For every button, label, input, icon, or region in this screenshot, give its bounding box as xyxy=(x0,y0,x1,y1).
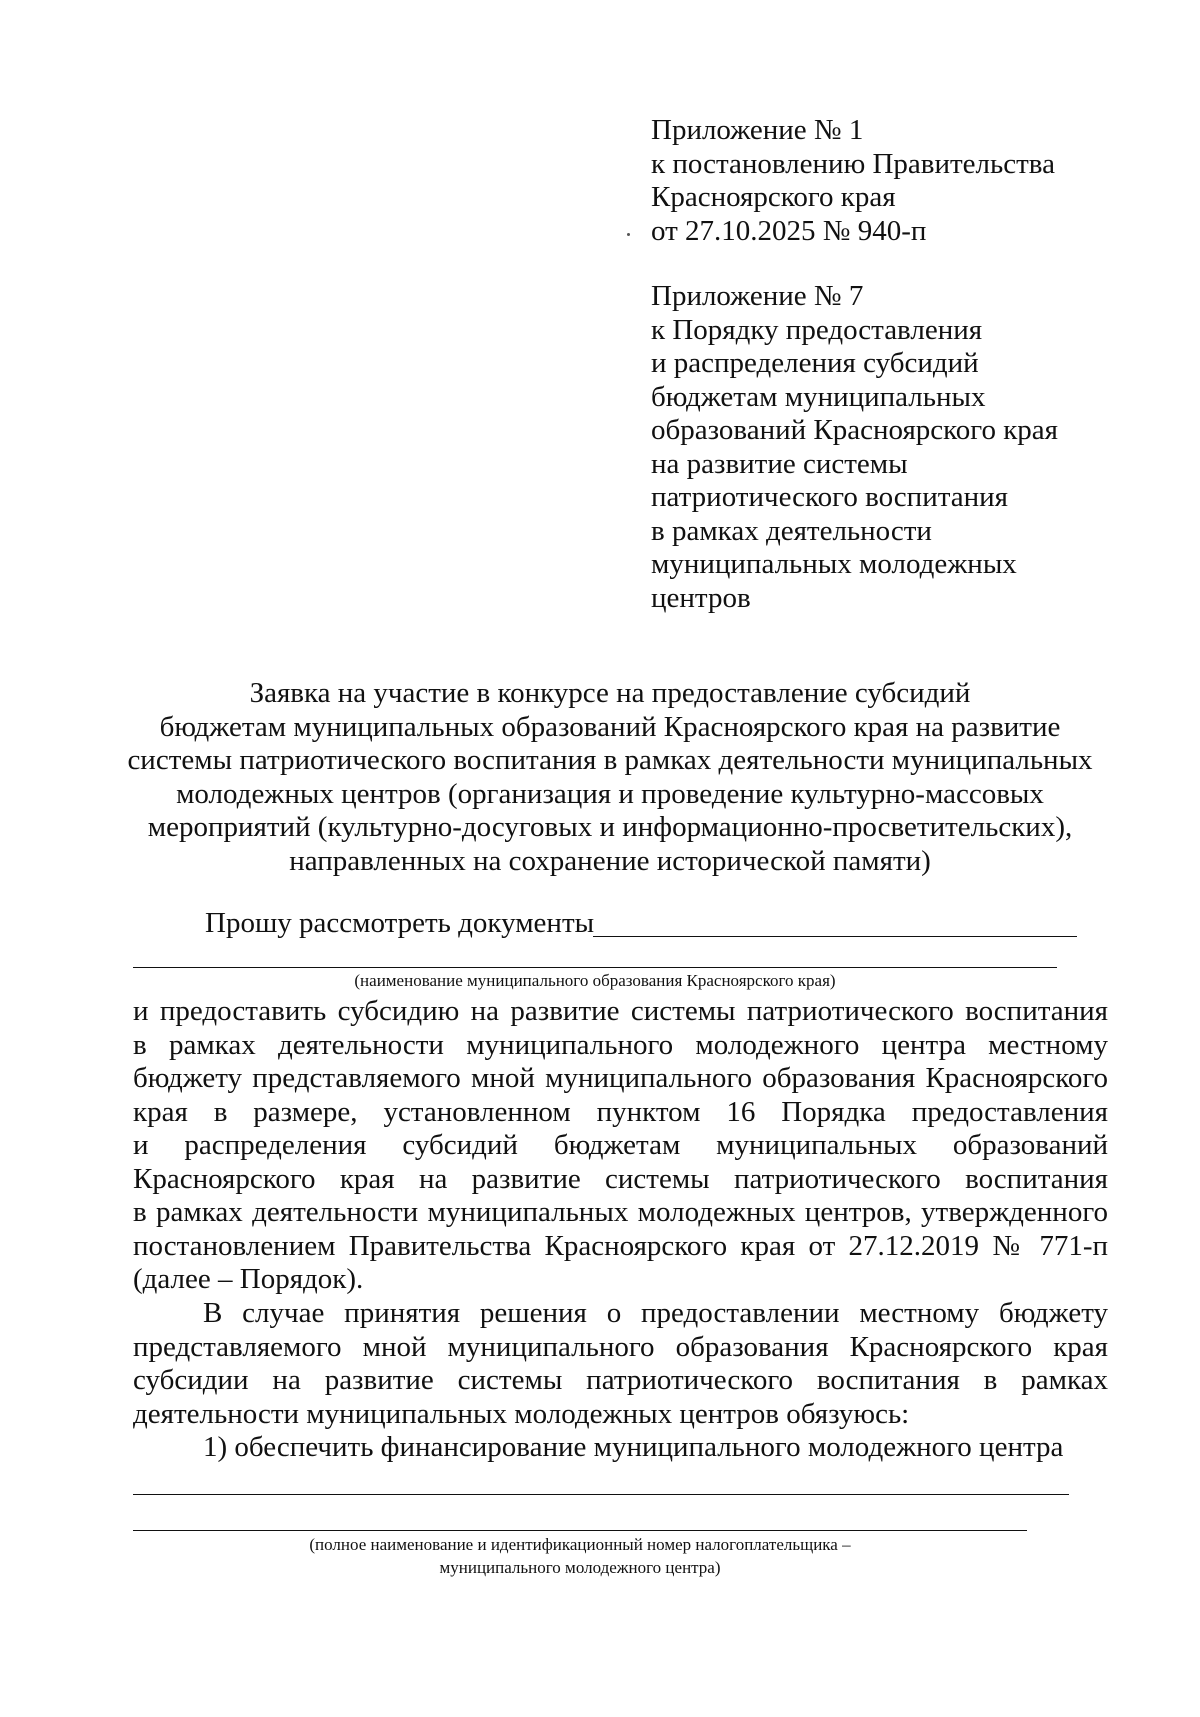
paragraph-1-line: бюджету представляемого мной муниципального образования Красноярского xyxy=(133,1062,1108,1094)
request-text: Прошу рассмотреть документы xyxy=(205,907,595,939)
appendix-1-line: Красноярского края xyxy=(651,181,896,213)
paragraph-2-line: деятельности муниципальных молодежных центров обязуюсь: xyxy=(133,1397,910,1430)
item-1 xyxy=(133,1431,1108,1465)
title-line: направленных на сохранение исторической памяти) xyxy=(289,844,931,877)
appendix-7-line: в рамках деятельности xyxy=(651,514,932,547)
paragraph-2-line: В случае принятия решения о предоставлении местному бюджету xyxy=(203,1297,1108,1329)
appendix-7-line: Приложение № 7 xyxy=(651,280,864,312)
paragraph-1-line: (далее – Порядок). xyxy=(133,1263,364,1295)
paragraph-1-line: в рамках деятельности муниципальных молодежных центров, утвержденного xyxy=(133,1196,1108,1228)
paragraph-2 xyxy=(133,1297,1108,1431)
paragraph-1-line: в рамках деятельности муниципального молодежного центра местному xyxy=(133,1028,1108,1061)
paragraph-2-line: субсидии на развитие системы патриотического воспитания в рамках xyxy=(133,1364,1108,1396)
item-1-text: 1) обеспечить финансирование муниципального молодежного центра xyxy=(203,1431,1064,1463)
paragraph-1-line: и предоставить субсидию на развитие системы патриотического воспитания xyxy=(133,995,1108,1027)
paragraph-1 xyxy=(133,995,1108,1297)
paragraph-1-line: края в размере, установленном пунктом 16 Порядка предоставления xyxy=(133,1095,1108,1128)
title-line: системы патриотического воспитания в рамках деятельности муниципальных xyxy=(127,744,1093,776)
paragraph-1-line: Красноярского края на развитие системы патриотического воспитания xyxy=(133,1162,1108,1195)
title-line: мероприятий (культурно-досуговых и информационно-просветительских), xyxy=(147,811,1073,843)
appendix-1-header xyxy=(651,114,1171,248)
appendix-7-line: муниципальных молодежных xyxy=(651,548,1017,580)
appendix-7-line: к Порядку предоставления xyxy=(651,313,983,346)
paragraph-2-line: представляемого мной муниципального образования Красноярского края xyxy=(133,1330,1108,1363)
center-fill-line-1[interactable] xyxy=(133,1494,1069,1495)
center-caption-line-1: (полное наименование и идентификационный номер налогоплательщика – xyxy=(309,1535,851,1554)
title-line: бюджетам муниципальных образований Красноярского края на развитие xyxy=(159,710,1061,743)
title-line: молодежных центров (организация и проведение культурно-массовых xyxy=(176,777,1044,810)
appendix-1-line: от 27.10.2025 № 940-п xyxy=(651,214,927,247)
paragraph-1-line: постановлением Правительства Красноярского края от 27.12.2019 № 771-п xyxy=(133,1229,1108,1262)
municipality-fill-line-2[interactable] xyxy=(133,967,1057,968)
appendix-7-line: центров xyxy=(651,581,751,614)
center-caption-line-2: муниципального молодежного центра) xyxy=(439,1558,721,1577)
title-line: Заявка на участие в конкурсе на предоставление субсидий xyxy=(249,677,971,709)
appendix-7-line: образований Красноярского края xyxy=(651,414,1059,446)
appendix-7-line: бюджетам муниципальных xyxy=(651,380,986,413)
appendix-7-line: патриотического воспитания xyxy=(651,481,1008,513)
paragraph-1-line: и распределения субсидий бюджетам муниципальных образований xyxy=(133,1129,1108,1161)
municipality-caption: (наименование муниципального образования Красноярского края) xyxy=(354,971,836,990)
document-title xyxy=(120,677,1100,878)
center-fill-line-2[interactable] xyxy=(133,1530,1027,1531)
appendix-7-header xyxy=(651,280,1171,615)
appendix-7-line: и распределения субсидий xyxy=(651,347,979,379)
municipality-fill-line-1[interactable] xyxy=(593,936,1077,937)
appendix-1-line: Приложение № 1 xyxy=(651,114,864,146)
appendix-7-line: на развитие системы xyxy=(651,447,908,480)
scan-dot xyxy=(627,233,630,236)
appendix-1-line: к постановлению Правительства xyxy=(651,147,1055,180)
